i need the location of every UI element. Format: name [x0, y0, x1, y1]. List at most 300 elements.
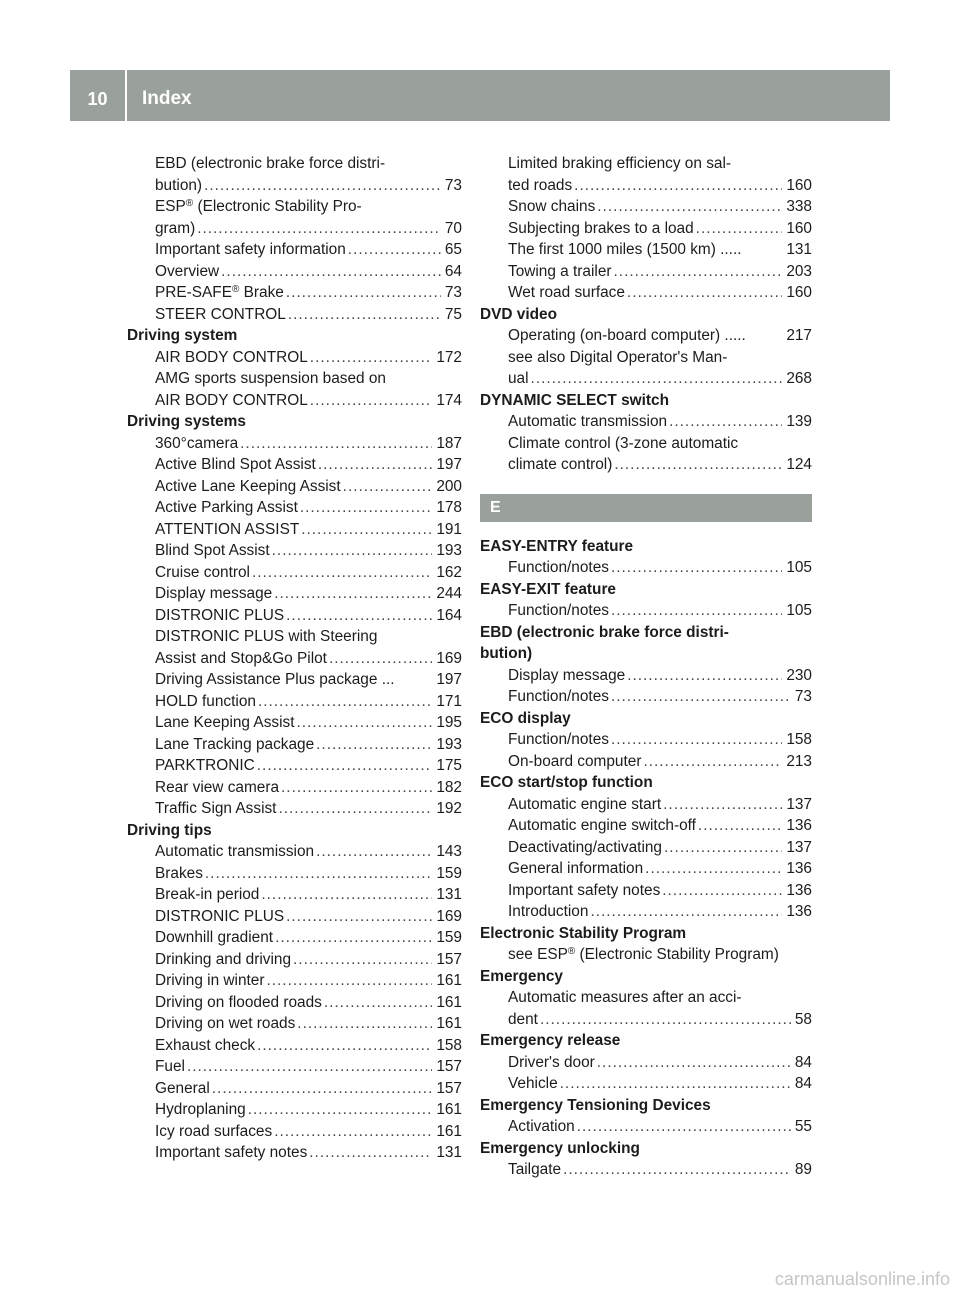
entry-label: Icy road surfaces [155, 1122, 273, 1140]
entry-text [155, 239, 346, 261]
dot-leader [286, 906, 432, 928]
entry-label: Automatic transmission [508, 413, 668, 430]
index-subentry [127, 1035, 462, 1057]
index-subentry [127, 734, 462, 756]
entry-label: AIR BODY CONTROL [155, 391, 308, 409]
dot-leader [627, 282, 782, 304]
index-heading: ECO start/stop function [480, 774, 653, 791]
entry-text [155, 476, 341, 498]
entry-text [155, 1121, 272, 1143]
page-ref: 161 [436, 993, 462, 1011]
entry-text [508, 454, 612, 476]
dot-leader [627, 665, 782, 687]
dot-leader [698, 815, 782, 837]
entry-label: Towing a trailer [508, 262, 612, 280]
page-ref: 65 [444, 241, 462, 258]
dot-leader [296, 712, 432, 734]
entry-text [155, 433, 238, 455]
dot-leader [274, 583, 432, 605]
index-subentry-line [127, 153, 462, 175]
index-heading: DYNAMIC SELECT switch [480, 391, 669, 409]
index-heading: DVD video [480, 305, 557, 323]
index-subentry [127, 562, 462, 584]
index-subentry-line [480, 347, 812, 369]
page-number: 10 [87, 89, 108, 109]
entry-text [155, 454, 316, 476]
index-subentry [127, 497, 462, 519]
entry-label: Display message [508, 666, 626, 684]
entry-text [508, 901, 588, 923]
dot-leader [212, 1078, 433, 1100]
dot-leader [669, 411, 782, 433]
dot-leader [329, 648, 432, 670]
index-subentry [127, 841, 462, 863]
index-subentry [127, 648, 462, 670]
index-subentry [480, 218, 812, 240]
dot-leader [258, 691, 432, 713]
index-heading: EASY-EXIT feature [480, 580, 616, 598]
page-ref: 244 [436, 585, 462, 602]
dot-leader [300, 497, 432, 519]
entry-label: Automatic transmission [155, 843, 315, 860]
index-column-right [480, 153, 812, 1181]
page-ref: 169 [436, 907, 462, 925]
entry-label: Active Parking Assist [155, 499, 298, 516]
dot-leader [318, 454, 432, 476]
index-subentry-line [127, 368, 462, 390]
page-ref: 55 [794, 1118, 812, 1135]
index-subentry [480, 1159, 812, 1181]
entry-label: General information [508, 860, 644, 877]
page-ref: 131 [436, 886, 462, 903]
entry-label: Brakes [155, 864, 203, 882]
entry-text [155, 777, 279, 799]
dot-leader [286, 605, 432, 627]
index-subentry-line [480, 987, 812, 1009]
entry-label: STEER CONTROL [155, 305, 286, 323]
dot-leader [664, 837, 782, 859]
dot-leader [281, 777, 432, 799]
entry-text [155, 1013, 295, 1035]
entry-text [508, 175, 572, 197]
entry-text [508, 411, 667, 433]
entry-text [508, 837, 662, 859]
page-ref: 217 [786, 327, 812, 344]
dot-leader [574, 175, 782, 197]
page-ref: 162 [436, 563, 462, 581]
dot-leader [643, 751, 782, 773]
entry-text [155, 949, 291, 971]
index-subentry [480, 600, 812, 622]
dot-leader [197, 218, 441, 240]
watermark: carmanualsonline.info [774, 1269, 950, 1289]
page-ref: 159 [436, 864, 462, 882]
index-subentry [127, 519, 462, 541]
dot-leader [611, 686, 791, 708]
index-column-left [127, 153, 462, 1164]
page-ref: 136 [786, 903, 812, 920]
entry-text [508, 665, 625, 687]
entry-label: dent [508, 1010, 538, 1028]
index-subentry-line [127, 626, 462, 648]
page-ref: 192 [436, 800, 462, 817]
dot-leader [540, 1009, 791, 1031]
index-subentry [480, 1009, 812, 1031]
index-heading: Driving tips [127, 821, 212, 839]
page-ref: 73 [794, 688, 812, 705]
dot-leader [275, 927, 432, 949]
index-subentry [480, 665, 812, 687]
page-ref: 197 [436, 456, 462, 473]
index-heading: EASY-ENTRY feature [480, 537, 634, 555]
entry-label: Automatic engine switch-off [508, 817, 696, 834]
entry-label: Deactivating/activating [508, 838, 662, 856]
entry-label: Important safety notes [155, 1144, 308, 1161]
section-title: Index [142, 88, 192, 109]
dot-leader [288, 304, 441, 326]
entry-text [508, 1159, 561, 1181]
entry-label: Lane Tracking package [155, 735, 315, 753]
entry-label: Important safety information [155, 241, 346, 258]
page-ref: 84 [794, 1053, 812, 1071]
index-subentry [480, 196, 812, 218]
entry-label: Vehicle [508, 1075, 558, 1092]
index-subentry [127, 433, 462, 455]
page-ref: 157 [436, 1079, 462, 1097]
page-ref: 195 [436, 714, 462, 731]
page-ref: 268 [786, 370, 812, 387]
dot-leader [611, 557, 782, 579]
letter-section-label: E [490, 498, 501, 516]
entry-label: Driving in winter [155, 972, 265, 989]
dot-leader [662, 880, 782, 902]
entry-label: Tailgate [508, 1161, 562, 1178]
index-subentry [480, 261, 812, 283]
entry-text [508, 368, 529, 390]
page-ref: 89 [794, 1161, 812, 1178]
entry-label: PARKTRONIC [155, 757, 255, 774]
page-ref: 161 [436, 1015, 462, 1032]
entry-text [155, 1078, 210, 1100]
page-ref: 187 [436, 434, 462, 452]
index-subentry [480, 411, 812, 433]
index-subentry [127, 175, 462, 197]
index-subentry [127, 239, 462, 261]
index-subentry [127, 1056, 462, 1078]
entry-text [508, 1009, 538, 1031]
entry-text [155, 519, 299, 541]
entry-label: On-board computer [508, 752, 642, 770]
page-ref: 164 [436, 606, 462, 624]
entry-text [155, 841, 314, 863]
dot-leader [221, 261, 441, 283]
dot-leader [204, 175, 441, 197]
page-ref: 182 [436, 778, 462, 796]
entry-text [508, 1116, 575, 1138]
entry-text [155, 691, 256, 713]
page-ref: 139 [786, 413, 812, 430]
entry-text [508, 218, 694, 240]
page-ref: 158 [786, 731, 812, 748]
entry-text [155, 390, 308, 412]
page-ref: 160 [786, 219, 812, 237]
entry-text [155, 304, 286, 326]
index-subentry [480, 1052, 812, 1074]
entry-label: General [155, 1079, 210, 1097]
index-subentry [127, 863, 462, 885]
entry-label: Introduction [508, 903, 589, 920]
dot-leader [343, 476, 433, 498]
page-ref: 73 [444, 176, 462, 194]
entry-label: Subjecting brakes to a load [508, 219, 694, 237]
entry-label: Blind Spot Assist [155, 542, 270, 559]
entry-text [155, 282, 284, 304]
dot-leader [563, 1159, 791, 1181]
dot-leader [248, 1099, 433, 1121]
entry-text: ESP [155, 198, 186, 215]
entry-label: Active Blind Spot Assist [155, 456, 316, 473]
index-subentry [480, 325, 812, 347]
page-ref: 84 [794, 1075, 812, 1092]
entry-text [508, 686, 609, 708]
entry-text [508, 751, 641, 773]
page-ref: 171 [436, 692, 462, 710]
index-subentry [480, 815, 812, 837]
entry-text [508, 600, 609, 622]
entry-label: Function/notes [508, 688, 609, 705]
dot-leader [278, 798, 432, 820]
entry-label: gram) [155, 219, 196, 237]
page-ref: 136 [786, 817, 812, 834]
page-ref: 64 [444, 262, 462, 280]
registered-mark: ® [231, 284, 240, 295]
entry-text [155, 347, 308, 369]
page-ref: 172 [436, 348, 462, 366]
entry-text [155, 218, 195, 240]
index-subentry [127, 347, 462, 369]
entry-text [155, 906, 284, 928]
dot-leader [301, 519, 432, 541]
index-subentry [480, 1116, 812, 1138]
entry-label: Driving Assistance Plus package ... [155, 671, 395, 688]
index-subentry [127, 1078, 462, 1100]
entry-label: HOLD function [155, 692, 256, 710]
entry-label: Wet road surface [508, 284, 625, 301]
page-ref: 105 [786, 559, 812, 576]
page-ref: 136 [786, 860, 812, 877]
page-ref: 160 [786, 284, 812, 301]
index-subentry [127, 927, 462, 949]
entry-label: DISTRONIC PLUS [155, 907, 285, 925]
entry-label: Cruise control [155, 563, 250, 581]
dot-leader [261, 884, 432, 906]
dot-leader [614, 454, 782, 476]
entry-text-continued: (Electronic Stability Program) [575, 946, 779, 963]
page-ref: 157 [436, 1058, 462, 1075]
index-subentry [127, 540, 462, 562]
entry-text: see ESP [508, 946, 568, 963]
dot-leader [240, 433, 432, 455]
index-subentry [480, 557, 812, 579]
index-subentry [127, 798, 462, 820]
dot-leader [316, 841, 432, 863]
dot-leader [577, 1116, 791, 1138]
entry-text [155, 540, 270, 562]
index-subentry [127, 777, 462, 799]
index-subentry [480, 686, 812, 708]
entry-text [155, 648, 327, 670]
entry-label: Downhill gradient [155, 929, 274, 946]
entry-label: Driver's door [508, 1053, 595, 1071]
index-subentry [480, 858, 812, 880]
entry-label-continued: Brake [239, 284, 284, 301]
index-heading: Driving systems [127, 413, 246, 430]
entry-text [508, 282, 625, 304]
index-heading: bution) [480, 645, 533, 662]
dot-leader [187, 1056, 432, 1078]
entry-text [155, 605, 284, 627]
page-ref: 131 [786, 241, 812, 258]
index-subentry [127, 583, 462, 605]
entry-text [155, 1056, 185, 1078]
entry-label: Activation [508, 1118, 575, 1135]
index-subentry [127, 970, 462, 992]
page-ref: 75 [444, 305, 462, 323]
entry-text [508, 325, 746, 347]
page-ref: 213 [786, 752, 812, 770]
entry-label: Active Lane Keeping Assist [155, 477, 341, 495]
index-heading: EBD (electronic brake force distri- [480, 623, 729, 641]
page-ref: 200 [436, 477, 462, 495]
page-ref: 159 [436, 929, 462, 946]
index-subentry [127, 304, 462, 326]
entry-text [508, 261, 612, 283]
index-subentry [127, 906, 462, 928]
dot-leader [597, 196, 782, 218]
page-ref: 178 [436, 499, 462, 516]
page-ref: 197 [436, 671, 462, 688]
entry-text [155, 583, 272, 605]
index-subentry [480, 729, 812, 751]
page-ref: 174 [436, 391, 462, 409]
index-subentry [127, 218, 462, 240]
page-ref: 161 [436, 972, 462, 989]
entry-label: Operating (on-board computer) ..... [508, 327, 746, 344]
entry-text: Limited braking efficiency on sal- [508, 155, 731, 172]
entry-text [508, 858, 643, 880]
dot-leader [597, 1052, 791, 1074]
entry-text [155, 1142, 307, 1164]
page-ref: 338 [786, 198, 812, 215]
dot-leader [257, 1035, 432, 1057]
header-divider [125, 70, 127, 121]
entry-text [155, 1099, 246, 1121]
dot-leader [257, 755, 433, 777]
entry-text [155, 992, 322, 1014]
index-subentry [127, 712, 462, 734]
dot-leader [310, 347, 433, 369]
index-heading: ECO display [480, 709, 571, 727]
entry-text [508, 729, 609, 751]
entry-label: Assist and Stop&Go Pilot [155, 649, 327, 667]
entry-text [508, 1052, 595, 1074]
entry-label: Overview [155, 262, 220, 280]
dot-leader [274, 1121, 432, 1143]
page-ref: 58 [794, 1010, 812, 1028]
index-subentry [127, 669, 462, 691]
page-ref: 105 [786, 602, 812, 619]
entry-text: Climate control (3-zone automatic [508, 434, 739, 452]
index-heading: Emergency release [480, 1032, 621, 1049]
page-ref: 70 [444, 219, 462, 237]
dot-leader [590, 901, 782, 923]
page-ref: 73 [444, 284, 462, 301]
letter-section-bar [480, 494, 812, 522]
dot-leader [286, 282, 441, 304]
entry-text [155, 734, 314, 756]
entry-text [155, 669, 395, 691]
page-ref: 193 [436, 542, 462, 559]
index-subentry [127, 884, 462, 906]
entry-text: AMG sports suspension based on [155, 370, 386, 387]
entry-label: ual [508, 370, 529, 387]
dot-leader [611, 729, 782, 751]
index-subentry [480, 1073, 812, 1095]
entry-text [155, 970, 264, 992]
entry-text [155, 175, 202, 197]
index-heading: Driving system [127, 327, 238, 344]
entry-label: Snow chains [508, 198, 596, 215]
index-subentry [127, 755, 462, 777]
page-ref: 157 [436, 950, 462, 968]
page-ref: 137 [786, 838, 812, 856]
entry-label: Hydroplaning [155, 1101, 246, 1118]
page-ref: 158 [436, 1036, 462, 1054]
index-subentry [127, 1142, 462, 1164]
entry-text [155, 261, 219, 283]
entry-text [155, 562, 250, 584]
index-subentry [127, 390, 462, 412]
dot-leader [645, 858, 782, 880]
entry-text [508, 196, 595, 218]
entry-text [155, 798, 276, 820]
entry-label: ATTENTION ASSIST [155, 520, 300, 538]
entry-label: The first 1000 miles (1500 km) ..... [508, 241, 742, 258]
index-subentry [127, 282, 462, 304]
entry-text [508, 239, 742, 261]
dot-leader [560, 1073, 791, 1095]
index-heading: Emergency unlocking [480, 1139, 640, 1157]
entry-text [155, 1035, 255, 1057]
page-ref: 169 [436, 649, 462, 667]
entry-label: Function/notes [508, 602, 609, 619]
entry-label: Function/notes [508, 559, 609, 576]
entry-label: climate control) [508, 456, 613, 473]
entry-label: Display message [155, 585, 273, 602]
registered-mark: ® [567, 946, 576, 957]
entry-label: bution) [155, 176, 203, 194]
entry-label: Driving on wet roads [155, 1015, 296, 1032]
dot-leader [309, 1142, 432, 1164]
entry-text [155, 884, 259, 906]
dot-leader [297, 1013, 432, 1035]
entry-text [508, 557, 609, 579]
index-subentry-line [480, 433, 812, 455]
entry-text [508, 815, 696, 837]
index-subentry [127, 992, 462, 1014]
entry-text [155, 755, 255, 777]
entry-label: Lane Keeping Assist [155, 714, 295, 731]
